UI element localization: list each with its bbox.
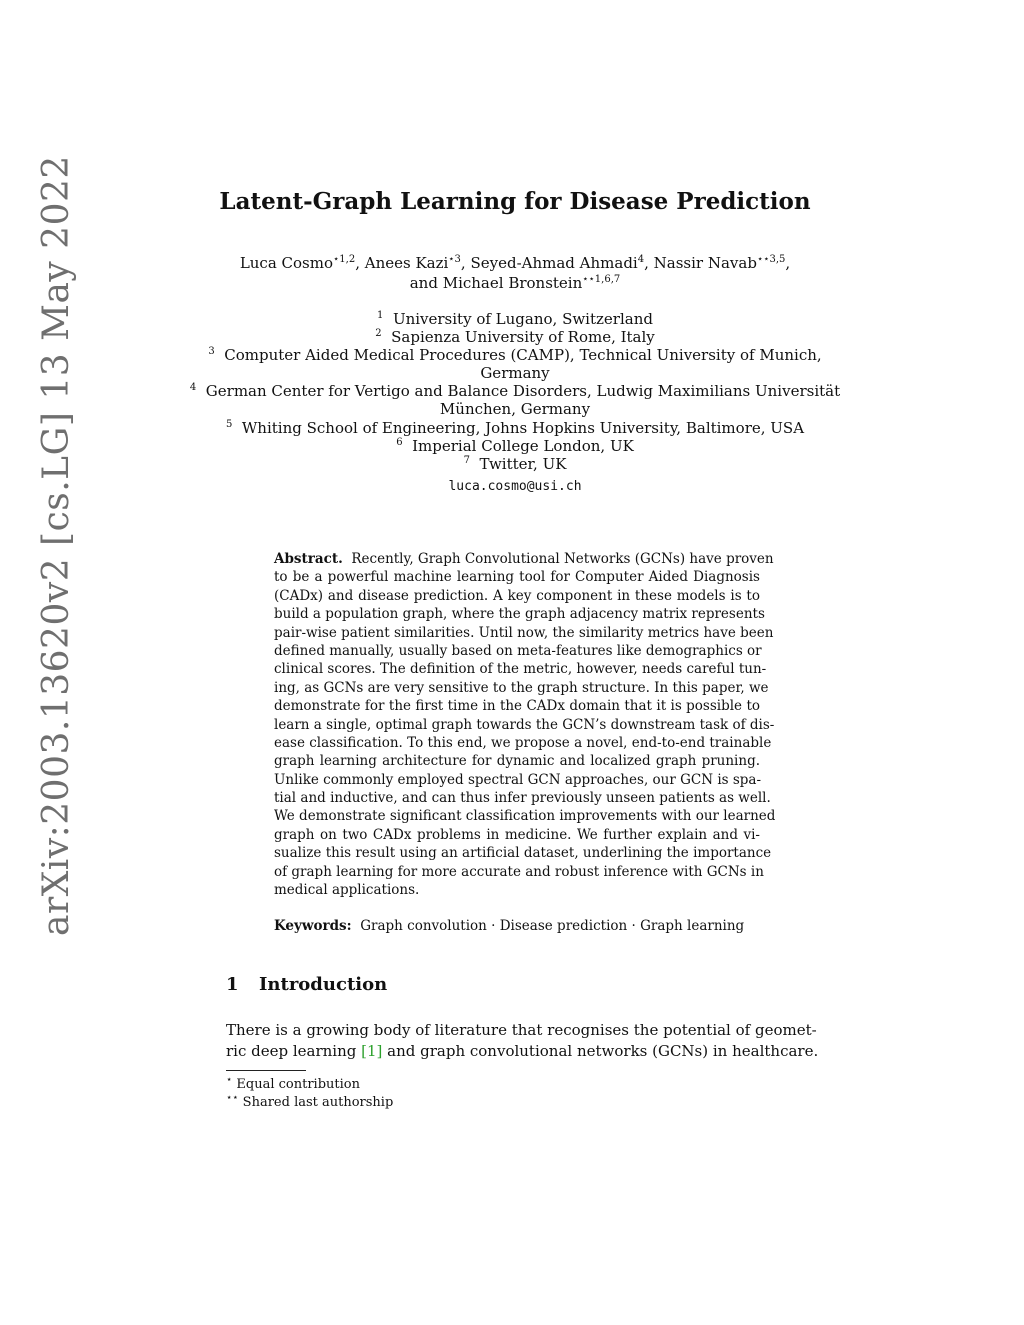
abstract-line: tial and inductive, and can thus infer previously unseen patients as well.	[274, 790, 771, 807]
footnote: ⋆ Equal contribution	[226, 1074, 360, 1092]
abstract-line: to be a powerful machine learning tool for Computer Aided Diagnosis	[274, 569, 760, 586]
abstract-line: ing, as GCNs are very sensitive to the graph structure. In this paper, we	[274, 679, 769, 696]
authors-line-2: and Michael Bronstein$^{⋆⋆1,6,7}$	[409, 274, 621, 292]
section-heading	[226, 974, 387, 995]
author-name: Luca Cosmo	[239, 254, 334, 272]
abstract-line: medical applications.	[274, 882, 420, 899]
keywords	[274, 918, 760, 934]
abstract-line: of graph learning for more accurate and robust inference with GCNs in	[274, 863, 764, 880]
footnote-divider	[226, 1070, 306, 1071]
footnote-mark: ⋆⋆	[226, 1092, 239, 1104]
abstract-line: demonstrate for the first time in the CADx domain that it is possible to	[274, 698, 760, 715]
abstract-label: Abstract.	[274, 551, 343, 567]
abstract-line: build a population graph, where the graph adjacency matrix represents	[274, 606, 765, 623]
author-mark: ⋆⋆3,5	[756, 254, 786, 265]
footnote-mark: ⋆	[226, 1074, 233, 1086]
author-name: Anees Kazi	[364, 254, 449, 272]
affiliation: $^7$ Twitter, UK	[463, 455, 567, 473]
section-title: Introduction	[259, 974, 388, 995]
affiliation: $^6$ Imperial College London, UK	[396, 437, 634, 455]
abstract-line: ease classification. To this end, we propose a novel, end-to-end trainable	[274, 734, 772, 751]
affiliation: $^1$ University of Lugano, Switzerland	[377, 310, 653, 328]
paper-title: Latent-Graph Learning for Disease Prediction	[219, 188, 811, 215]
author-name: Seyed-Ahmad Ahmadi	[470, 254, 638, 272]
authors-line-1: Luca Cosmo$^{⋆1,2}$, Anees Kazi$^{⋆3}$, Seyed-Ahmad Ahmadi$^4$, Nassir Navab$^{⋆⋆3,5}$,	[239, 254, 791, 272]
abstract-line: We demonstrate significant classification improvements with our learned	[274, 808, 776, 825]
affiliation: Germany	[480, 364, 550, 382]
abstract-line: clinical scores. The definition of the metric, however, needs careful tun-	[274, 661, 767, 678]
abstract-line: graph learning architecture for dynamic and localized graph pruning.	[274, 753, 760, 770]
author-name: Nassir Navab	[653, 254, 757, 272]
affiliation: $^4$ German Center for Vertigo and Balance Disorders, Ludwig Maximilians Universität	[189, 382, 841, 400]
author-mark: ⋆⋆1,6,7	[582, 274, 621, 285]
footnote: ⋆⋆ Shared last authorship	[226, 1092, 394, 1110]
affiliation: München, Germany	[439, 400, 591, 418]
body-line: There is a growing body of literature that recognises the potential of geomet-	[226, 1021, 817, 1039]
author-name: Michael Bronstein	[442, 274, 583, 292]
abstract-line: (CADx) and disease prediction. A key component in these models is to	[274, 587, 760, 604]
abstract-line: learn a single, optimal graph towards the GCN’s downstream task of dis-	[274, 716, 775, 733]
abstract-line: sualize this result using an artificial dataset, underlining the importance	[274, 845, 772, 862]
abstract-line: graph on two CADx problems in medicine. We further explain and vi-	[274, 826, 760, 843]
affiliation: $^2$ Sapienza University of Rome, Italy	[375, 328, 655, 346]
affiliation: $^3$ Computer Aided Medical Procedures (CAMP), Technical University of Munich,	[208, 346, 822, 364]
author-mark: ⋆3	[448, 254, 461, 265]
author-mark: 4	[637, 254, 645, 265]
citation-link[interactable]: [1]	[361, 1042, 383, 1060]
affiliation: $^5$ Whiting School of Engineering, Johns Hopkins University, Baltimore, USA	[225, 419, 805, 437]
abstract-line: pair-wise patient similarities. Until now, the similarity metrics have been	[274, 624, 774, 641]
abstract	[274, 550, 776, 899]
abstract-line: Abstract. Recently, Graph Convolutional Networks (GCNs) have proven	[274, 551, 774, 567]
abstract-line: defined manually, usually based on meta-features like demographics or	[274, 642, 762, 659]
keywords-label: Keywords:	[274, 918, 352, 934]
arxiv-identifier: arXiv:2003.13620v2 [cs.LG] 13 May 2022	[36, 155, 77, 936]
introduction-paragraph	[226, 1020, 819, 1062]
abstract-line: Unlike commonly employed spectral GCN approaches, our GCN is spa-	[274, 771, 762, 788]
body-line: ric deep learning [1] and graph convolutional networks (GCNs) in healthcare.	[226, 1042, 819, 1060]
keywords-text: Graph convolution · Disease prediction · Graph learning	[360, 918, 745, 934]
contact-email: luca.cosmo@usi.ch	[448, 479, 582, 494]
author-mark: ⋆1,2	[333, 254, 356, 265]
section-number: 1	[226, 974, 239, 995]
